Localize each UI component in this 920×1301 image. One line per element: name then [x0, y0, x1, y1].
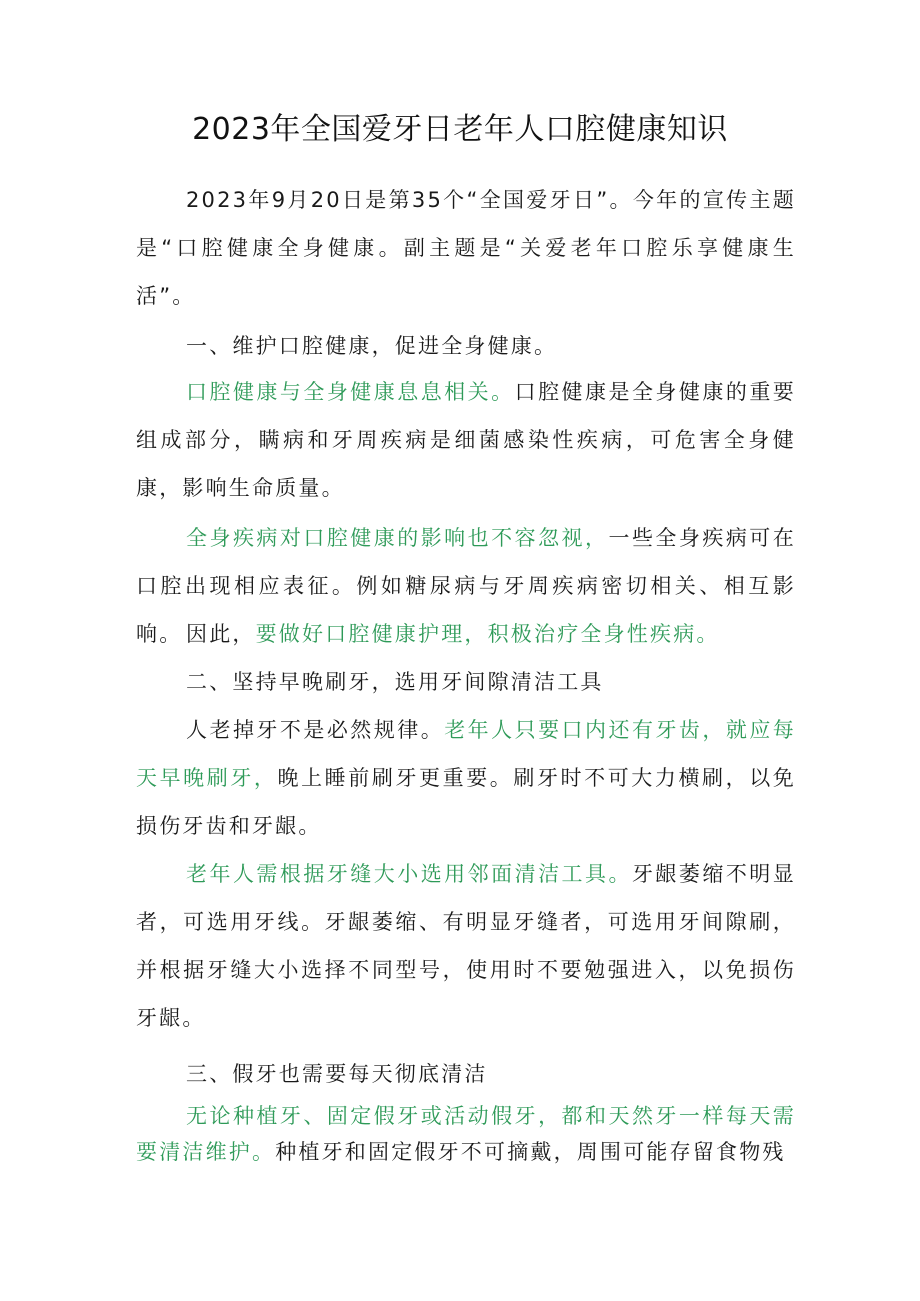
paragraph-4-highlight: 老年人只要口内还有牙齿，就应每天早晚刷牙， [136, 718, 797, 790]
paragraph-2-highlight: 全身疾病对口腔健康的影响也不容忽视， [186, 526, 609, 550]
paragraph-5-text: 牙龈萎缩不明显者，可选用牙线。牙龈萎缩、有明显牙缝者，可选用牙间隙刷，并根据牙缝大小选择不同型号，使用时不要勉强进入，以免损伤牙龈。 [136, 862, 796, 1030]
paragraph-6 [136, 1098, 796, 1170]
paragraph-3-text: 因此， [186, 622, 256, 646]
paragraph-5-highlight: 老年人需根据牙缝大小选用邻面清洁工具。 [186, 862, 632, 886]
section-heading-1: 一、维护口腔健康，促进全身健康。 [186, 334, 558, 358]
paragraph-4-text-2: 晚上睡前刷牙更重要。刷牙时不可大力横刷，以免损伤牙齿和牙龈。 [136, 766, 796, 838]
paragraph-3 [136, 610, 796, 658]
paragraph-1-highlight: 口腔健康与全身健康息息相关。 [186, 380, 515, 404]
paragraph-2-text: 一些全身疾病可在口腔出现相应表征。例如糖尿病与牙周疾病密切相关、相互影响。 [136, 526, 796, 646]
section-heading-3: 三、假牙也需要每天彻底清洁 [186, 1062, 488, 1086]
paragraph-1 [136, 368, 796, 512]
paragraph-4 [136, 706, 796, 850]
section-heading-2: 二、坚持早晚刷牙，选用牙间隙清洁工具 [186, 670, 604, 694]
paragraph-3-highlight: 要做好口腔健康护理，积极治疗全身性疾病。 [255, 622, 720, 646]
paragraph-1-text: 口腔健康是全身健康的重要组成部分，瞒病和牙周疾病是细菌感染性疾病，可危害全身健康，影响生命质量。 [136, 380, 796, 500]
paragraph-6-text: 种植牙和固定假牙不可摘戴，周围可能存留食物残 [275, 1140, 786, 1164]
paragraph-6-highlight: 无论种植牙、固定假牙或活动假牙，都和天然牙一样每天需要清洁维护。 [136, 1104, 796, 1164]
paragraph-4-text-1: 人老掉牙不是必然规律。 [186, 718, 445, 742]
paragraph-5 [136, 850, 796, 1042]
document-title: 2023年全国爱牙日老年人口腔健康知识 [192, 112, 728, 147]
intro-paragraph: 2023年9月20日是第35个“全国爱牙日”。今年的宣传主题是“口腔健康全身健康。副主题是“关爱老年口腔乐享健康生活”。 [136, 188, 796, 308]
